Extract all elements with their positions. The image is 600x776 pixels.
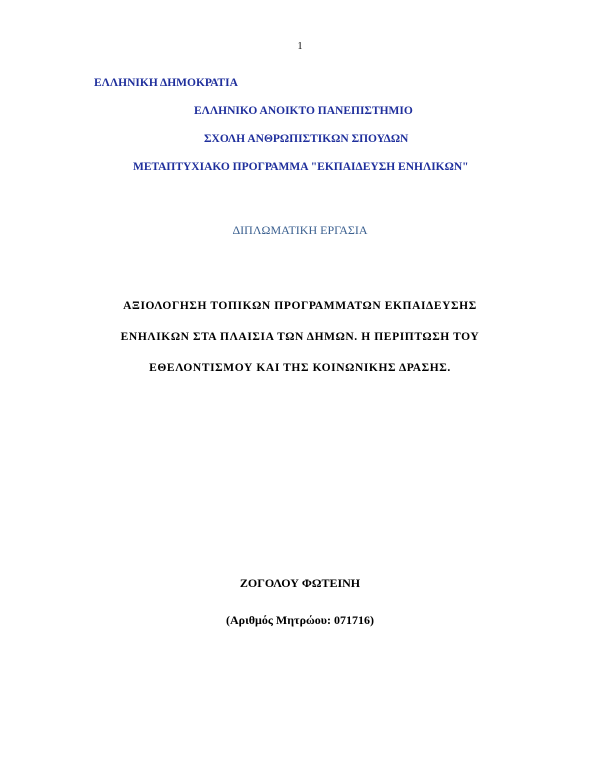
thesis-title-line: ΕΝΗΛΙΚΩΝ ΣΤΑ ΠΛΑΙΣΙΑ ΤΩΝ ΔΗΜΩΝ. Η ΠΕΡΙΠΤΩΣΗ ΤΟΥ: [120, 331, 480, 343]
program-heading: ΜΕΤΑΠΤΥΧΙΑΚΟ ΠΡΟΓΡΑΜΜΑ "ΕΚΠΑΙΔΕΥΣΗ ΕΝΗΛΙΚΩΝ": [133, 161, 469, 173]
republic-heading: ΕΛΛΗΝΙΚΗ ΔΗΜΟΚΡΑΤΙΑ: [94, 77, 238, 89]
university-heading: ΕΛΛΗΝΙΚΟ ΑΝΟΙΚΤΟ ΠΑΝΕΠΙΣΤΗΜΙΟ: [194, 105, 413, 117]
school-heading: ΣΧΟΛΗ ΑΝΘΡΩΠΙΣΤΙΚΩΝ ΣΠΟΥΔΩΝ: [204, 133, 409, 145]
registration-number: (Αριθμός Μητρώου: 071716): [225, 613, 375, 627]
author-name: ΖΟΓΟΛΟΥ ΦΩΤΕΙΝΗ: [239, 576, 361, 590]
page-number: 1: [297, 41, 303, 52]
thesis-title-line: ΑΞΙΟΛΟΓΗΣΗ ΤΟΠΙΚΩΝ ΠΡΟΓΡΑΜΜΑΤΩΝ ΕΚΠΑΙΔΕΥΣΗΣ: [123, 300, 477, 312]
thesis-title: [0, 291, 600, 384]
thesis-title-line: ΕΘΕΛΟΝΤΙΣΜΟΥ ΚΑΙ ΤΗΣ ΚΟΙΝΩΝΙΚΗΣ ΔΡΑΣΗΣ.: [149, 362, 451, 374]
thesis-type-heading: ΔΙΠΛΩΜΑΤΙΚΗ ΕΡΓΑΣΙΑ: [232, 223, 368, 237]
